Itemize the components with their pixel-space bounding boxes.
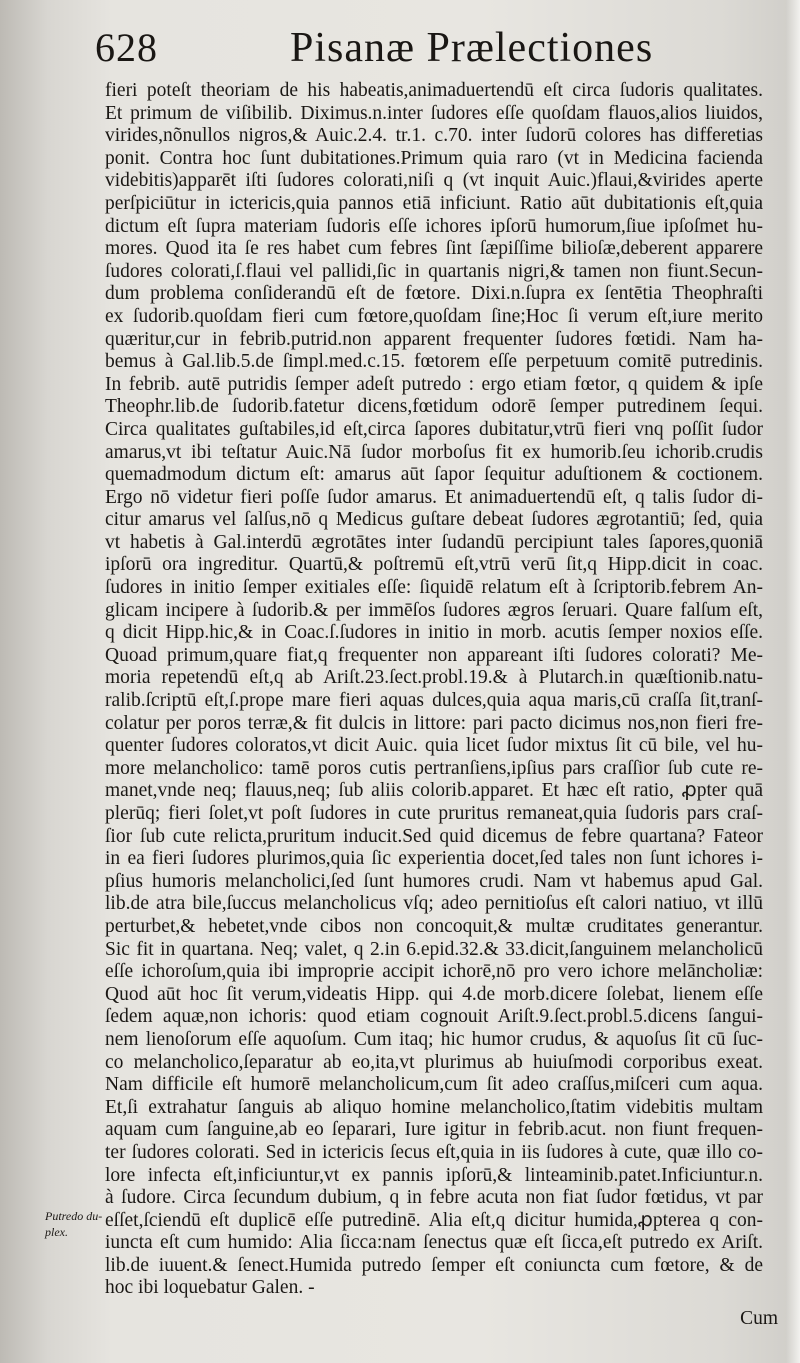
text-line: plerūq; fieri ſolet,vt poſt ſudores in cute pruritus remaneat,quia ſudoris pars craſ- — [105, 803, 763, 824]
text-line: glicam incipere à ſudorib.& per immēſos ſudores ægros ſeruari. Quare falſum eſt, — [105, 599, 763, 621]
text-line: dictum eſt ſupra materiam ſudoris eſſe ichores ipſorū humorum,ſiue ipſoſmet hu- — [105, 215, 763, 237]
text-line: hoc ibi loquebatur Galen. - — [105, 1277, 315, 1299]
margin-note-line: Putredo du- — [45, 1209, 103, 1223]
text-line: colatur per poros terræ,& fit dulcis in littore: pari pacto dicimus nos,non fieri fre- — [105, 712, 763, 734]
text-line: eſſe ichoroſum,quia ibi improprie accipit ichorē,nō pro vero ichore melāncholiæ: — [105, 961, 763, 983]
catchword: Cum — [740, 1308, 778, 1329]
text-line: moria repetendū eſt,q ab Ariſt.23.ſect.probl.19.& à Plutarch.in quæſtionib.natu- — [105, 667, 763, 689]
text-line: ter ſudores colorati. Sed in ictericis ſecus eſt,quia in iis ſudores à cute, quæ illo co- — [105, 1141, 763, 1163]
text-line: Et,ſi extrahatur ſanguis ab aliquo homine melancholico,ſtatim videbitis multam — [105, 1096, 763, 1118]
text-line: ralib.ſcriptū eſt,ſ.prope mare fieri aquas dulces,quia aqua maris,cū craſſa ſit,tranſ- — [105, 690, 763, 712]
text-line: ſudores colorati,ſ.flaui vel pallidi,ſic in quartanis nigri,& tamen non fiunt.Secun- — [105, 260, 763, 282]
running-title: Pisanæ Prælectiones — [290, 25, 654, 71]
body-text — [105, 80, 763, 1300]
text-line: vt habetis à Gal.interdū ægrotātes inter ſudandū percipiunt tales ſapores,quoniā — [105, 531, 763, 553]
text-line: perturbet,& hebetet,vnde cibos non concoquit,& multæ cruditates generantur. — [105, 915, 763, 937]
text-line: videbitis)apparēt iſti ſudores colorati,niſi q (vt inquit Auic.)flaui,&virides aperte — [105, 170, 763, 192]
text-line: bemus à Gal.lib.5.de ſimpl.med.c.15. fœtorem eſſe perpetuum comitē putredinis. — [105, 351, 763, 373]
text-line: lore infecta eſt,inficiuntur,vt ex pannis ipſorū,& linteaminib.patet.Inficiuntur.n. — [105, 1164, 763, 1186]
text-line: ſudores in initio ſemper exitiales eſſe: ſiquidē relatum eſt à ſcriptorib.febrem An- — [105, 577, 763, 599]
text-line: Quod aūt hoc ſit verum,videatis Hipp. qui 4.de morb.dicere ſolebat, lienem eſſe — [105, 983, 763, 1005]
text-line: quæritur,cur in febrib.putrid.non apparent frequenter ſudores fœtidi. Nam ha- — [105, 328, 763, 350]
text-line: pſius humoris melancholici,ſed ſunt humores crudi. Nam vt habemus apud Gal. — [105, 870, 763, 892]
margin-note-line: plex. — [45, 1225, 68, 1239]
page-number: 628 — [95, 25, 158, 70]
text-line: Theophr.lib.de ſudorib.fatetur dicens,fœtidum odorē ſemper putredinem ſequi. — [105, 396, 763, 418]
page-header — [95, 18, 760, 78]
text-line: aquam cum ſanguine,ab eo ſeparari, Iure igitur in febrib.acut. non fiunt frequen- — [105, 1119, 763, 1141]
text-line: ſior ſub cute relicta,pruritum inducit.Sed quid dicemus de febre quartana? Fateor — [105, 825, 763, 847]
text-line: iuncta eſt cum humido: Alia ſicca:nam ſenectus quæ eſt ſicca,eſt putredo ex Ariſt. — [105, 1232, 763, 1254]
text-line: dum problema conſiderandū eſt de fœtore. Dixi.n.ſupra ex ſentētia Theophraſti — [105, 283, 763, 305]
text-line: Quoad primum,quare fiat,q frequenter non appareant iſti ſudores colorati? Me- — [105, 644, 763, 666]
text-line: citur amarus vel ſalſus,nō q Medicus guſtare debeat ſudores ægrotantiū; ſed, quia — [105, 509, 763, 531]
text-line: quenter ſudores coloratos,vt dicit Auic. quia licet ſudor mixtus ſit cū bile, vel hu- — [105, 735, 763, 757]
text-line: co melancholico,ſeparatur ab eo,ita,vt plurimus ab huiuſmodi corporibus exeat. — [105, 1051, 763, 1073]
text-line: manet,vnde neq; flauus,neq; ſub aliis colorib.apparet. Et hæc eſt ratio, ꝓpter quā — [105, 780, 763, 802]
text-line: Nam difficile eſt humorē melancholicum,cum ſit adeo craſſus,miſceri cum aqua. — [105, 1074, 763, 1096]
text-line: Et primum de viſibilib. Diximus.n.inter ſudores eſſe quoſdam flauos,alios liuidos, — [105, 102, 763, 124]
text-line: ex ſudorib.quoſdam fieri cum fœtore,quoſdam ſine;Hoc ſi verum eſt,iure merito — [105, 305, 763, 327]
text-line: In febrib. autē putridis ſemper adeſt putredo : ergo etiam fœtor, q quidem & ipſe — [105, 373, 763, 395]
text-line: ſedem aquæ,non ichoris: quod etiam cognouit Ariſt.9.ſect.probl.5.dicens ſangui- — [105, 1006, 763, 1028]
text-line: eſſet,ſciendū eſt duplicē eſſe putredinē. Alia eſt,q dicitur humida,ꝓpterea q con- — [105, 1209, 763, 1231]
text-line: fieri poteſt theoriam de his habeatis,animaduertendū eſt circa ſudoris qualitates. — [105, 80, 763, 101]
margin-note — [45, 1208, 105, 1240]
text-line: à ſudore. Circa ſecundum dubium, q in febre acuta non fiat ſudor fœtidus, vt par — [105, 1187, 763, 1209]
text-line: in ea fieri ſudores plurimos,quia ſic experientia docet,ſed tales non ſunt ichores i- — [105, 848, 763, 870]
text-line: mores. Quod ita ſe res habet cum febres ſint ſæpiſſime bilioſæ,deberent apparere — [105, 238, 763, 260]
text-line: Ergo nō videtur fieri poſſe ſudor amarus. Et animaduertendū eſt, q talis ſudor di- — [105, 486, 763, 508]
text-line: quemadmodum dictum eſt: amarus aūt ſapor ſequitur aduſtionem & coctionem. — [105, 464, 763, 486]
text-line: more melancholico: tamē poros cutis pertranſiens,ipſius pars craſſior ſub cute re- — [105, 757, 763, 779]
text-line: lib.de atra bile,ſuccus melancholicus vſq; adeo pernitioſus eſt calori natiuo, vt illū — [105, 893, 763, 915]
text-line: nem lienoſorum eſſe aquoſum. Cum itaq; hic humor crudus, & aquoſus ſit cū ſuc- — [105, 1028, 763, 1050]
text-line: Sic fit in quartana. Neq; valet, q 2.in 6.epid.32.& 33.dicit,ſanguinem melancholicū — [105, 938, 763, 960]
text-line: q dicit Hipp.hic,& in Coac.ſ.ſudores in initio in morb. acutis ſemper noxios eſſe. — [105, 622, 763, 644]
text-line: Circa qualitates guſtabiles,id eſt,circa ſapores dubitatur,vtrū fieri vnq poſſit ſudor — [105, 418, 763, 440]
text-line: amarus,vt ibi teſtatur Auic.Nā ſudor morboſus fit ex humorib.ſeu ichorib.crudis — [105, 441, 763, 463]
text-line: ipſorū ora ingreditur. Quartū,& poſtremū eſt,vtrū verū ſit,q Hipp.dicit in coac. — [105, 554, 763, 576]
text-line: virides,nõnullos nigros,& Auic.2.4. tr.1. c.70. inter ſudorū colores has differetias — [105, 125, 763, 147]
text-line: perſpiciūtur in ictericis,quia pannos etiā inficiunt. Ratio aūt dubitationis eſt,quia — [105, 192, 763, 214]
text-line: ponit. Contra hoc ſunt dubitationes.Primum quia raro (vt in Medicina facienda — [105, 147, 763, 169]
text-line: lib.de iuuent.& ſenect.Humida putredo ſemper eſt coniuncta cum fœtore, & de — [105, 1254, 763, 1276]
page-edge — [786, 0, 800, 1363]
